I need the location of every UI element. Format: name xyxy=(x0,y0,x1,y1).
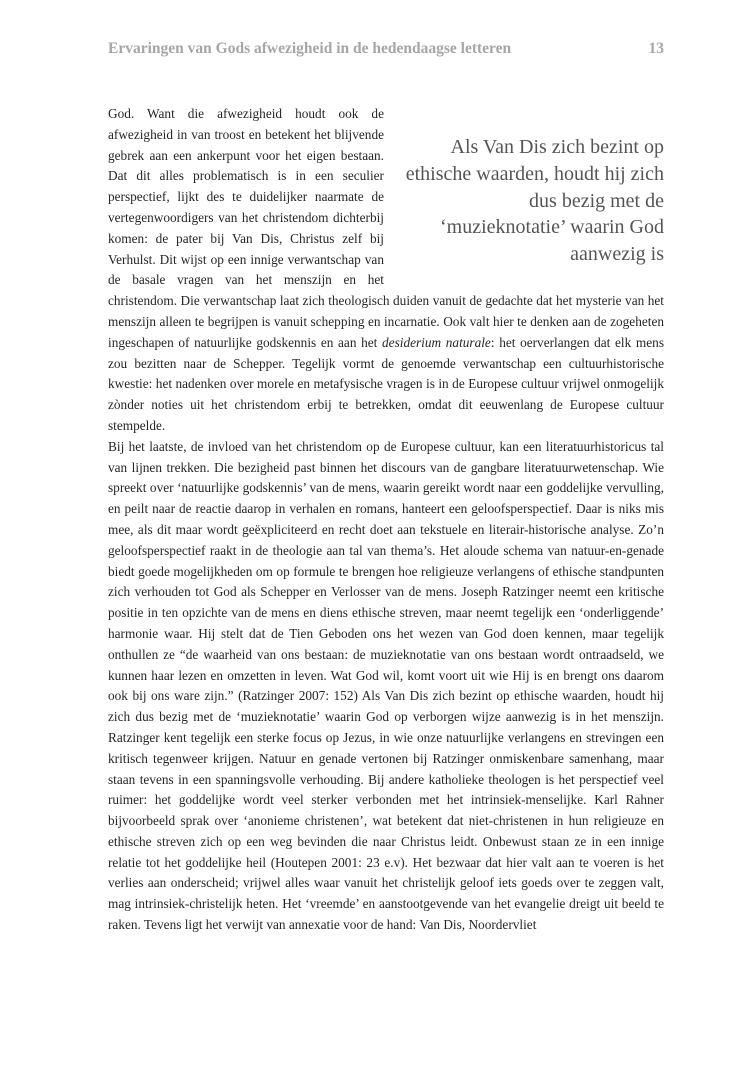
paragraph-2: Bij het laatste, de invloed van het christendom op de Europese cultuur, kan een literatuurhistoricus tal van lijnen trekken. Die bezigheid past binnen het discours van de gangbare literatuurwetenschap. Wie spreekt over ‘natuurlijke godskennis’ van de mens, waarin gereikt wordt naar een goddelijke vervulling, en peilt naar de reactie daarop in verhalen en romans, hanteert een geloofsperspectief. Daar is niks mis mee, als dit maar wordt geëxpliciteerd en recht doet aan tekstuele en literair-historische analyse. Zo’n geloofsperspectief raakt in de theologie aan tal van thema’s. Het aloude schema van natuur-en-genade biedt goede mogelijkheden om op formule te brengen hoe religieuze verlangens of ethische standpunten zich verhouden tot God als Schepper en Verlosser van de mens. Joseph Ratzinger neemt een kritische positie in ten opzichte van de mens en diens ethische streven, maar neemt tegelijk een ‘onderliggende’ harmonie waar. Hij stelt dat de Tien Geboden ons het wezen van God doen kennen, maar tegelijk onthullen ze “de waarheid van ons bestaan: de muzieknotatie van ons bestaan wordt ontraadseld, we kunnen haar lezen en omzetten in leven. Wat God wil, komt voort uit wie Hij is en brengt ons daarom ook bij ons ware zijn.” (Ratzinger 2007: 152) Als Van Dis zich bezint op ethische waarden, houdt hij zich dus bezig met de ‘muzieknotatie’ waarin God op verborgen wijze aanwezig is in het menszijn. Ratzinger kent tegelijk een sterke focus op Jezus, in wie onze natuurlijke verlangens en strevingen een kritisch tegenweer krijgen. Natuur en genade vertonen bij Ratzinger onmiskenbare samenhang, maar staan tevens in een spanningsvolle verhouding. Bij andere katholieke theologen is het perspectief veel ruimer: het goddelijke wordt veel sterker verbonden met het intrinsiek-menselijke. Karl Rahner bijvoorbeeld sprak over ‘anonieme christenen’, wat betekent dat niet-christenen in hun religieuze en ethische streven zich op een weg bevinden die naar Christus leidt. Onbewust staan ze in een innige relatie tot het goddelijke heil (Houtepen 2001: 23 e.v). Het bezwaar dat hier valt aan te voeren is het verlies aan onderscheid; vrijwel alles waar vanuit het christelijk geloof iets goeds over te zeggen valt, mag intrinsiek-christelijk heten. Het ‘vreemde’ en aanstootgevende van het evangelie dreigt uit beeld te raken. Tevens ligt het verwijt van annexatie voor de hand: Van Dis, Noordervliet xyxy=(108,438,664,933)
page-number: 13 xyxy=(648,40,664,57)
body-text xyxy=(108,104,664,936)
running-header-title: Ervaringen van Gods afwezigheid in de hedendaagse letteren xyxy=(108,40,512,57)
paragraph-1-text-a: God. Want die afwezigheid houdt ook de afwezigheid in van troost en betekent het blijvende gebrek aan een ankerpunt voor het eigen bestaan. Dat dit alles problematisch is in een seculier perspectief, lijkt des te duidelijker naarmate de vertegenwoordigers van het christendom dichterbij komen: de pater bij Van Dis, Christus zelf bij Verhulst. Dit wijst op een innige verwantschap van de basale vragen van het menszijn en het christendom. Die verwantschap laat zich theologisch duiden vanuit de gedachte dat het mysterie van het menszijn alleen te begrijpen is vanuit schepping en incarnatie. Ook valt hier te denken aan de zogeheten ingeschapen of natuurlijke godskennis en aan het xyxy=(108,106,664,350)
paragraph-1-italic-term: desiderium naturale xyxy=(382,334,491,350)
paragraph-1-text-b: : het oerverlangen dat elk mens zou bezitten naar de Schepper. Tegelijk vormt de genoemde verwantschap een cultuurhistorische kwestie: het nadenken over morele en metafysische vragen is in de Europese cultuur vrijwel onmogelijk zònder noties uit het christendom erbij te betrekken, omdat dit eeuwenlang de Europese cultuur stempelde. xyxy=(108,334,664,433)
running-header xyxy=(108,40,664,62)
pull-quote: Als Van Dis zich bezint op ethische waarden, houdt hij zich dus bezig met de ‘muzieknotatie’ waarin God aanwezig is xyxy=(405,136,664,266)
